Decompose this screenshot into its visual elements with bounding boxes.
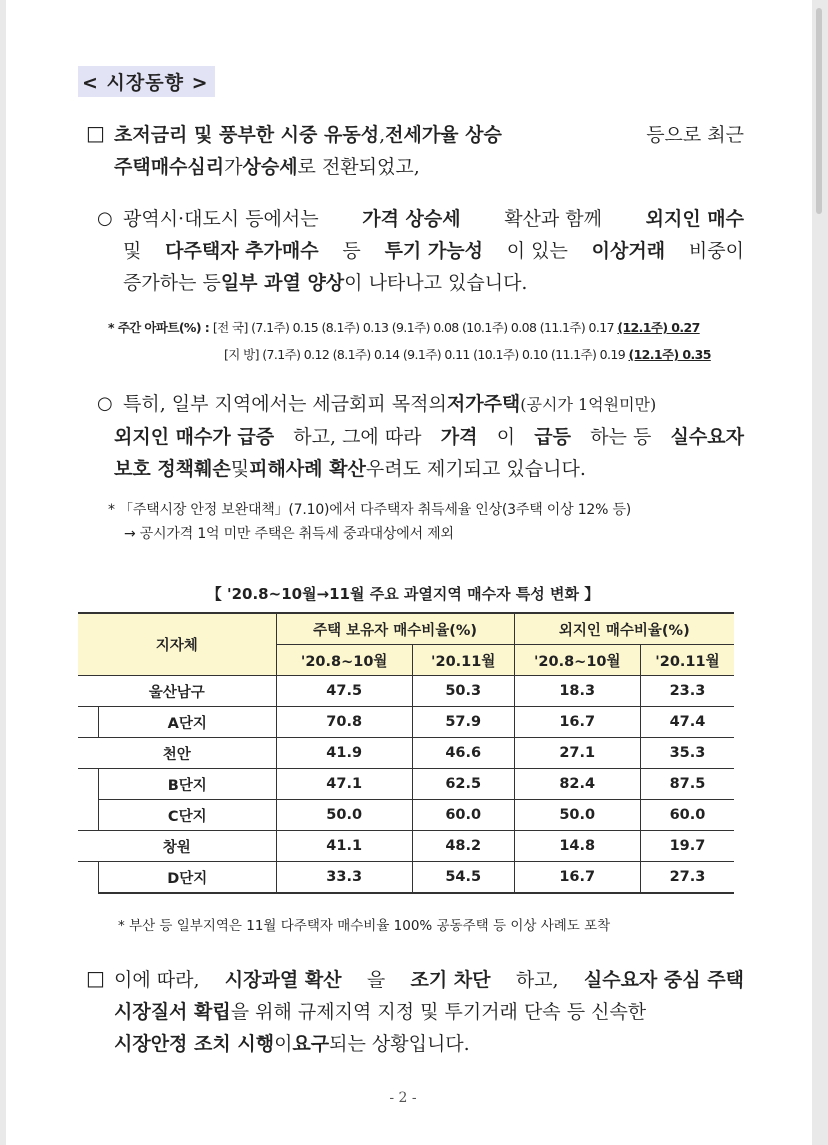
value-cell: 41.1 <box>276 831 412 862</box>
square-bullet-icon: □ <box>86 966 105 990</box>
value-cell: 60.0 <box>640 800 734 831</box>
indent-cell <box>78 707 99 738</box>
bold-text: 실수요자 중심 주택 <box>583 969 744 991</box>
bold-text: 시장안정 조치 시행 <box>114 1033 275 1055</box>
square-bullet-icon: □ <box>86 121 105 145</box>
text: 증가하는 등 <box>123 272 221 294</box>
header-region: 지자체 <box>78 613 276 676</box>
paragraph-1 <box>114 119 744 183</box>
table-row <box>78 831 734 862</box>
region-name-cell: 울산남구 <box>78 676 276 707</box>
value-cell: 47.5 <box>276 676 412 707</box>
paragraph-line <box>114 964 744 996</box>
weekly-value: (11.1주) 0.19 <box>550 347 626 362</box>
page-number: - 2 - <box>389 1090 417 1106</box>
table-row <box>78 769 734 800</box>
paragraph-line <box>114 453 744 485</box>
value-cell: 50.3 <box>412 676 514 707</box>
text: 이 <box>274 1033 293 1055</box>
value-cell: 47.4 <box>640 707 734 738</box>
buyer-ratio-table <box>78 612 734 894</box>
indent-cell <box>78 862 99 894</box>
text: 및 <box>230 458 250 480</box>
table-row <box>78 862 734 894</box>
value-cell: 16.7 <box>514 862 640 894</box>
bold-text: 초저금리 및 풍부한 시중 유동성 <box>114 124 380 146</box>
text: 을 위해 규제지역 지정 및 투기거래 단속 등 신속한 <box>230 1001 647 1023</box>
region-name-cell: C단지 <box>99 800 277 831</box>
value-cell: 27.3 <box>640 862 734 894</box>
weekly-value: (9.1주) 0.08 <box>391 320 459 335</box>
weekly-value: (8.1주) 0.13 <box>321 320 389 335</box>
bold-text: 시장과열 확산 <box>224 969 342 991</box>
policy-note-line: → 공시가격 1억 미만 주택은 취득세 중과대상에서 제외 <box>124 526 454 542</box>
weekly-value: (10.1주) 0.10 <box>473 347 548 362</box>
bold-text: 저가주택 <box>446 393 521 415</box>
weekly-value-highlight: (12.1주) 0.35 <box>628 347 711 362</box>
header-period: '20.11월 <box>640 645 734 676</box>
paragraph-line <box>123 203 744 235</box>
text: 가 <box>224 156 243 178</box>
value-cell: 87.5 <box>640 769 734 800</box>
text: 확산과 함께 <box>504 208 603 230</box>
paragraph-line <box>114 996 744 1028</box>
text: 이 있는 <box>506 240 568 262</box>
bold-text: 외지인 매수가 급증 <box>114 426 275 448</box>
bold-text: 외지인 매수 <box>645 208 744 230</box>
text: 광역시·대도시 등에서는 <box>123 208 319 230</box>
text: 로 전환되었고, <box>297 156 420 178</box>
region-label: [지 방] <box>224 347 259 362</box>
paragraph-line <box>123 267 744 299</box>
bold-text: 실수요자 <box>670 426 744 448</box>
indent-cell <box>78 800 99 831</box>
value-cell: 57.9 <box>412 707 514 738</box>
value-cell: 60.0 <box>412 800 514 831</box>
weekly-value: (7.1주) 0.15 <box>251 320 319 335</box>
paragraph-line <box>114 1028 744 1060</box>
text: 하고, 그에 따라 <box>293 426 422 448</box>
bold-text: 조기 차단 <box>410 969 491 991</box>
bold-text: 투기 가능성 <box>384 240 483 262</box>
value-cell: 48.2 <box>412 831 514 862</box>
bold-text: 상승세 <box>242 156 298 178</box>
table-footnote: * 부산 등 일부지역은 11월 다주택자 매수비율 100% 공동주택 등 이상 사례도 포착 <box>118 918 611 934</box>
text: 하고, <box>515 969 559 991</box>
text: 특히, 일부 지역에서는 세금회피 목적의 <box>123 393 447 415</box>
section-title: < 시장동향 > <box>78 66 215 97</box>
paragraph-line <box>123 235 744 267</box>
value-cell: 27.1 <box>514 738 640 769</box>
apt-note-row-national <box>108 318 700 336</box>
table-row <box>78 738 734 769</box>
circle-bullet-icon: ○ <box>97 393 113 414</box>
value-cell: 33.3 <box>276 862 412 894</box>
value-cell: 46.6 <box>412 738 514 769</box>
table-caption: 【 '20.8~10월→11월 주요 과열지역 매수자 특성 변화 】 <box>206 585 600 603</box>
bold-text: 요구 <box>292 1033 330 1055</box>
value-cell: 23.3 <box>640 676 734 707</box>
bold-text: 가격 상승세 <box>362 208 461 230</box>
weekly-value: (8.1주) 0.14 <box>332 347 400 362</box>
text: 등으로 최근 <box>646 124 744 146</box>
text: 이 <box>496 426 516 448</box>
text: 및 <box>123 240 142 262</box>
value-cell: 50.0 <box>276 800 412 831</box>
text: (공시가 1억원미만) <box>520 395 657 414</box>
indent-cell <box>78 769 99 800</box>
text: , <box>379 124 386 146</box>
value-cell: 54.5 <box>412 862 514 894</box>
apt-note-row-regional <box>224 345 711 363</box>
value-cell: 14.8 <box>514 831 640 862</box>
table-row <box>78 800 734 831</box>
header-group-owner-ratio: 주택 보유자 매수비율(%) <box>276 613 514 645</box>
paragraph-3 <box>114 388 744 485</box>
bold-text: 일부 과열 양상 <box>220 272 345 294</box>
table-body <box>78 676 734 894</box>
region-label: [전 국] <box>212 320 248 335</box>
table-row <box>78 707 734 738</box>
note-label: * 주간 아파트(%) : <box>108 320 213 335</box>
value-cell: 19.7 <box>640 831 734 862</box>
bold-text: 보호 정책훼손 <box>114 458 231 480</box>
value-cell: 41.9 <box>276 738 412 769</box>
bold-text: 가격 <box>440 426 478 448</box>
paragraph-line <box>114 421 744 453</box>
weekly-value: (10.1주) 0.08 <box>462 320 537 335</box>
paragraph-4 <box>114 964 744 1060</box>
region-name-cell: A단지 <box>99 707 277 738</box>
text: 을 <box>366 969 386 991</box>
circle-bullet-icon: ○ <box>97 208 113 229</box>
region-name-cell: B단지 <box>99 769 277 800</box>
text: 우려도 제기되고 있습니다. <box>365 458 586 480</box>
value-cell: 35.3 <box>640 738 734 769</box>
bold-text: 피해사례 확산 <box>249 458 366 480</box>
value-cell: 82.4 <box>514 769 640 800</box>
bold-text: 전세가율 상승 <box>385 124 502 146</box>
bold-text: 이상거래 <box>591 240 666 262</box>
paragraph-line <box>114 151 744 183</box>
header-period: '20.11월 <box>412 645 514 676</box>
value-cell: 47.1 <box>276 769 412 800</box>
region-name-cell: 창원 <box>78 831 276 862</box>
value-cell: 70.8 <box>276 707 412 738</box>
paragraph-line <box>114 119 744 151</box>
text: 하는 등 <box>590 426 652 448</box>
weekly-value: (9.1주) 0.11 <box>402 347 470 362</box>
text: 이에 따라, <box>114 969 200 991</box>
bold-text: 시장질서 확립 <box>114 1001 231 1023</box>
text: 비중이 <box>688 240 744 262</box>
value-cell: 16.7 <box>514 707 640 738</box>
bold-text: 다주택자 추가매수 <box>165 240 319 262</box>
header-period: '20.8~10월 <box>276 645 412 676</box>
text: 등 <box>342 240 361 262</box>
weekly-value-highlight: (12.1주) 0.27 <box>617 320 700 335</box>
value-cell: 50.0 <box>514 800 640 831</box>
header-group-outsider-ratio: 외지인 매수비율(%) <box>514 613 734 645</box>
paragraph-line <box>123 388 744 421</box>
paragraph-2 <box>123 203 744 299</box>
header-period: '20.8~10월 <box>514 645 640 676</box>
policy-note-line: * 「주택시장 안정 보완대책」(7.10)에서 다주택자 취득세율 인상(3주택 이상 12% 등) <box>108 502 632 518</box>
scrollbar[interactable] <box>816 8 822 214</box>
weekly-value: (11.1주) 0.17 <box>539 320 614 335</box>
table-row <box>78 676 734 707</box>
value-cell: 62.5 <box>412 769 514 800</box>
text: 되는 상황입니다. <box>329 1033 470 1055</box>
weekly-value: (7.1주) 0.12 <box>262 347 330 362</box>
text: 이 나타나고 있습니다. <box>344 272 528 294</box>
value-cell: 18.3 <box>514 676 640 707</box>
bold-text: 주택매수심리 <box>114 156 225 178</box>
region-name-cell: D단지 <box>99 862 277 894</box>
bold-text: 급등 <box>534 426 571 448</box>
region-name-cell: 천안 <box>78 738 276 769</box>
